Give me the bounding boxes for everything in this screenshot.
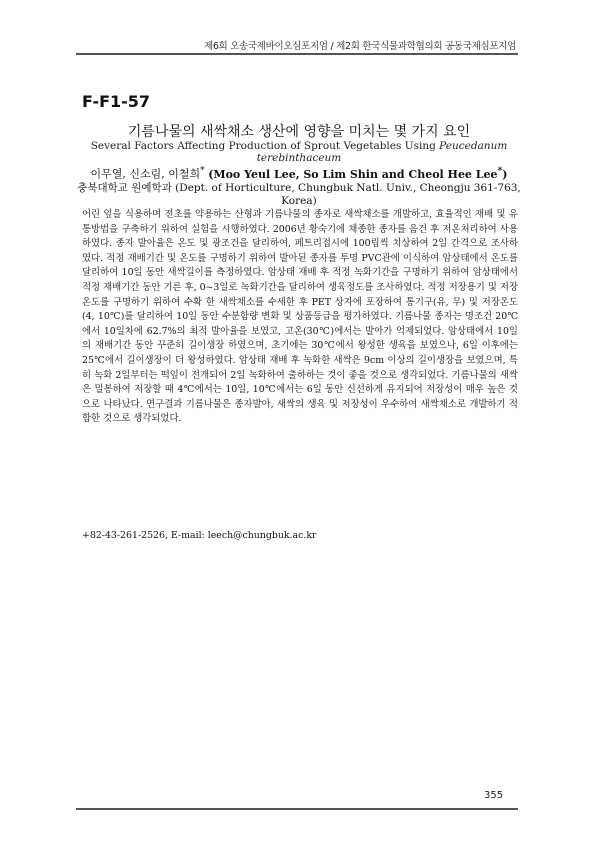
abstract-body: 어린 잎을 식용하며 전초를 약용하는 산형과 기름나물의 종자로 새싹채소를 개발하고, 효율적인 재배 및 유통방법을 구축하기 위하여 실험을 시행하였다. 2006년 황숙기에 채종한 종자를 음건 후 저온처리하여 사용하였다. 종자 발아율은 온도 및 광조건을 달리하여, 페트리접시에 100립씩 치상하여 2일 간격으로 조사하였다. 적정 재배기간 및 온도를 구명하기 위하여 발아된 종자를 투명 PVC관에 이식하여 암상태에서 온도를 달리하여 10일 동안 새싹길이를 측정하였다. 암상태 재배 후 적정 녹화기간을 구명하기 위하여 암상태에서 적정 재배기간 동안 기른 후, 0~3일로 녹화기간을 달리하여 생육정도를 조사하였다. 적정 저장용기 및 저장온도를 구명하기 위하여 수확 한 새싹채소를 수세한 후 PET 상자에 포장하여 통기구(유, 무) 및 저장온도(4, 10℃)를 달리하여 10일 동안 수분함량 변화 및 상품등급을 평가하였다. 기름나물 종자는 명조건 20℃에서 10일차에 62.7%의 최적 발아율을 보였고, 고온(30℃)에서는 발아가 억제되었다. 암상태에서 10일의 재배기간 동안 꾸준히 길이생장 하였으며, 초기에는 30℃에서 왕성한 생육을 보였으나, 6일 이후에는 25℃에서 길이생장이 더 왕성하였다. 암상태 재배 후 녹화한 새싹은 9cm 이상의 길이생장을 보였으며, 특히 녹화 2일부터는 떡잎이 전개되어 2일 녹화하여 출하하는 것이 좋을 것으로 생각되었다. 기름나물의 새싹은 밀봉하여 저장할 때 4℃에서는 10일, 10℃에서는 6일 동안 신선하게 유지되어 저장성이 매우 높은 것으로 나타났다. 연구결과 기름나물은 종자발아, 새싹의 생육 및 저장성이 우수하여 새싹채소로 개발하기 적합한 것으로 생각되었다. — [82, 209, 518, 425]
authors-korean: 이무열, 신소림, 이철희 — [90, 167, 201, 181]
footer-rule — [76, 808, 518, 810]
authors-english-text: (Moo Yeul Lee, So Lim Shin and Cheol Hee Lee — [208, 167, 498, 181]
corresponding-mark: * — [200, 165, 205, 176]
contact-line: +82-43-261-2526, E-mail: leech@chungbuk.ac.kr — [82, 530, 317, 541]
page-number: 355 — [484, 790, 504, 801]
title-english — [76, 140, 522, 164]
title-species: Peucedanum terebinthaceum — [256, 140, 508, 164]
running-header: 제6회 오송국제바이오심포지엄 / 제2회 한국식물과학협의회 공동국제심포지엄 — [203, 41, 516, 52]
authors-english-close: ) — [502, 167, 508, 181]
affiliation: 충북대학교 원예학과 (Dept. of Horticulture, Chungbuk Natl. Univ., Cheongju 361-763, Korea) — [77, 182, 521, 207]
header-rule — [76, 53, 518, 55]
title-korean: 기름나물의 새싹채소 생산에 영향을 미치는 몇 가지 요인 — [127, 124, 471, 140]
title-english-text: Several Factors Affecting Production of Sprout Vegetables Using — [90, 140, 436, 152]
corresponding-mark-english: * — [497, 165, 503, 176]
authors-english — [208, 165, 508, 181]
paper-code: F-F1-57 — [82, 92, 151, 111]
